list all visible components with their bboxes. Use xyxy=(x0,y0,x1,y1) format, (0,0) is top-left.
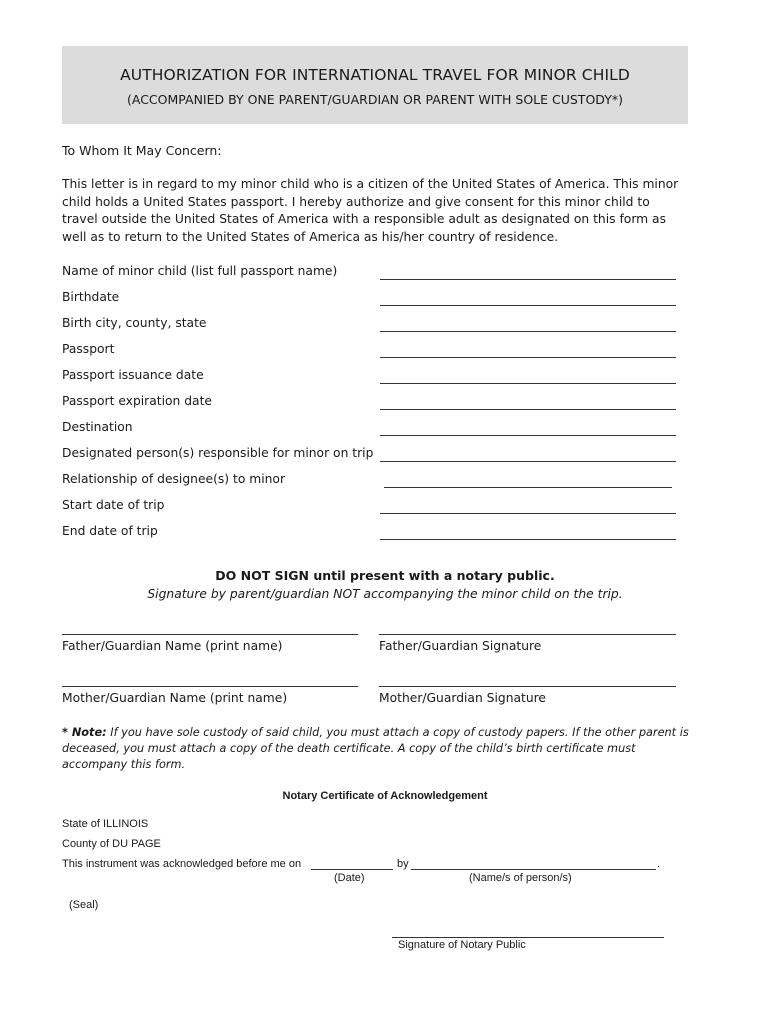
note-text: If you have sole custody of said child, you must attach a copy of custody papers. If the other parent is deceased, you must attach a copy of the death certificate. A copy of the child’s birth certificate must accompany this form. xyxy=(62,726,689,771)
form-subtitle: (ACCOMPANIED BY ONE PARENT/GUARDIAN OR PARENT WITH SOLE CUSTODY*) xyxy=(127,92,623,107)
birth-place-field[interactable] xyxy=(380,331,676,332)
child-name-field[interactable] xyxy=(380,279,676,280)
field-label: Passport issuance date xyxy=(62,368,204,382)
field-row-destination xyxy=(62,420,676,440)
notary-warning: DO NOT SIGN until present with a notary public. xyxy=(215,568,555,583)
notary-instrument-text: This instrument was acknowledged before me on xyxy=(62,858,302,870)
father-name-label: Father/Guardian Name (print name) xyxy=(62,639,283,653)
mother-signature-label: Mother/Guardian Signature xyxy=(379,691,546,705)
acknowledgement-date-line[interactable] xyxy=(311,869,393,870)
start-date-field[interactable] xyxy=(380,513,676,514)
field-row-passport xyxy=(62,342,676,362)
notary-signature-line[interactable] xyxy=(392,937,664,938)
field-label: Passport xyxy=(62,342,115,356)
form-title: AUTHORIZATION FOR INTERNATIONAL TRAVEL FOR MINOR CHILD xyxy=(120,66,630,84)
notary-by-text: by xyxy=(397,858,409,870)
custody-note xyxy=(62,725,702,773)
field-row-child-name xyxy=(62,264,676,284)
names-caption: (Name/s of person/s) xyxy=(469,872,572,884)
father-signature-line[interactable] xyxy=(379,634,676,635)
notary-period: . xyxy=(657,858,661,870)
field-row-start-date xyxy=(62,498,676,518)
field-row-designated-persons xyxy=(62,446,676,466)
destination-field[interactable] xyxy=(380,435,676,436)
letter-body: This letter is in regard to my minor child who is a citizen of the United States of America. This minor child holds a United States passport. I hereby authorize and give consent for this minor child to travel outside the United States of America with a responsible adult as designated on this form as well as to return to the United States of America as his/her country of residence. xyxy=(62,177,679,244)
field-row-birthdate xyxy=(62,290,676,310)
notary-county: County of DU PAGE xyxy=(62,838,161,850)
field-row-relationship xyxy=(62,472,676,492)
date-caption: (Date) xyxy=(334,872,365,884)
field-label: Name of minor child (list full passport name) xyxy=(62,264,338,278)
passport-expiration-field[interactable] xyxy=(380,409,676,410)
father-signature-label: Father/Guardian Signature xyxy=(379,639,542,653)
notary-title: Notary Certificate of Acknowledgement xyxy=(282,790,488,802)
field-row-passport-expiration xyxy=(62,394,676,414)
notary-signature-caption: Signature of Notary Public xyxy=(398,939,526,951)
field-label: Birth city, county, state xyxy=(62,316,207,330)
notary-state: State of ILLINOIS xyxy=(62,818,149,830)
seal-label: (Seal) xyxy=(69,899,99,911)
birthdate-field[interactable] xyxy=(380,305,676,306)
field-label: Start date of trip xyxy=(62,498,165,512)
field-row-end-date xyxy=(62,524,676,544)
field-row-birth-place xyxy=(62,316,676,336)
form-header xyxy=(62,46,688,124)
field-row-passport-issuance xyxy=(62,368,676,388)
designated-persons-field[interactable] xyxy=(380,461,676,462)
signing-instruction: Signature by parent/guardian NOT accompanying the minor child on the trip. xyxy=(147,587,623,601)
mother-name-label: Mother/Guardian Name (print name) xyxy=(62,691,288,705)
salutation: To Whom It May Concern: xyxy=(62,143,222,158)
acknowledged-persons-line[interactable] xyxy=(411,869,656,870)
field-label: Birthdate xyxy=(62,290,120,304)
field-label: Relationship of designee(s) to minor xyxy=(62,472,286,486)
note-lead: * Note: xyxy=(62,726,107,739)
passport-issuance-field[interactable] xyxy=(380,383,676,384)
field-label: End date of trip xyxy=(62,524,158,538)
field-label: Destination xyxy=(62,420,133,434)
field-label: Passport expiration date xyxy=(62,394,212,408)
mother-signature-line[interactable] xyxy=(379,686,676,687)
relationship-field[interactable] xyxy=(384,487,672,488)
field-label: Designated person(s) responsible for minor on trip xyxy=(62,446,374,460)
father-name-line[interactable] xyxy=(62,634,358,635)
end-date-field[interactable] xyxy=(380,539,676,540)
passport-field[interactable] xyxy=(380,357,676,358)
mother-name-line[interactable] xyxy=(62,686,358,687)
